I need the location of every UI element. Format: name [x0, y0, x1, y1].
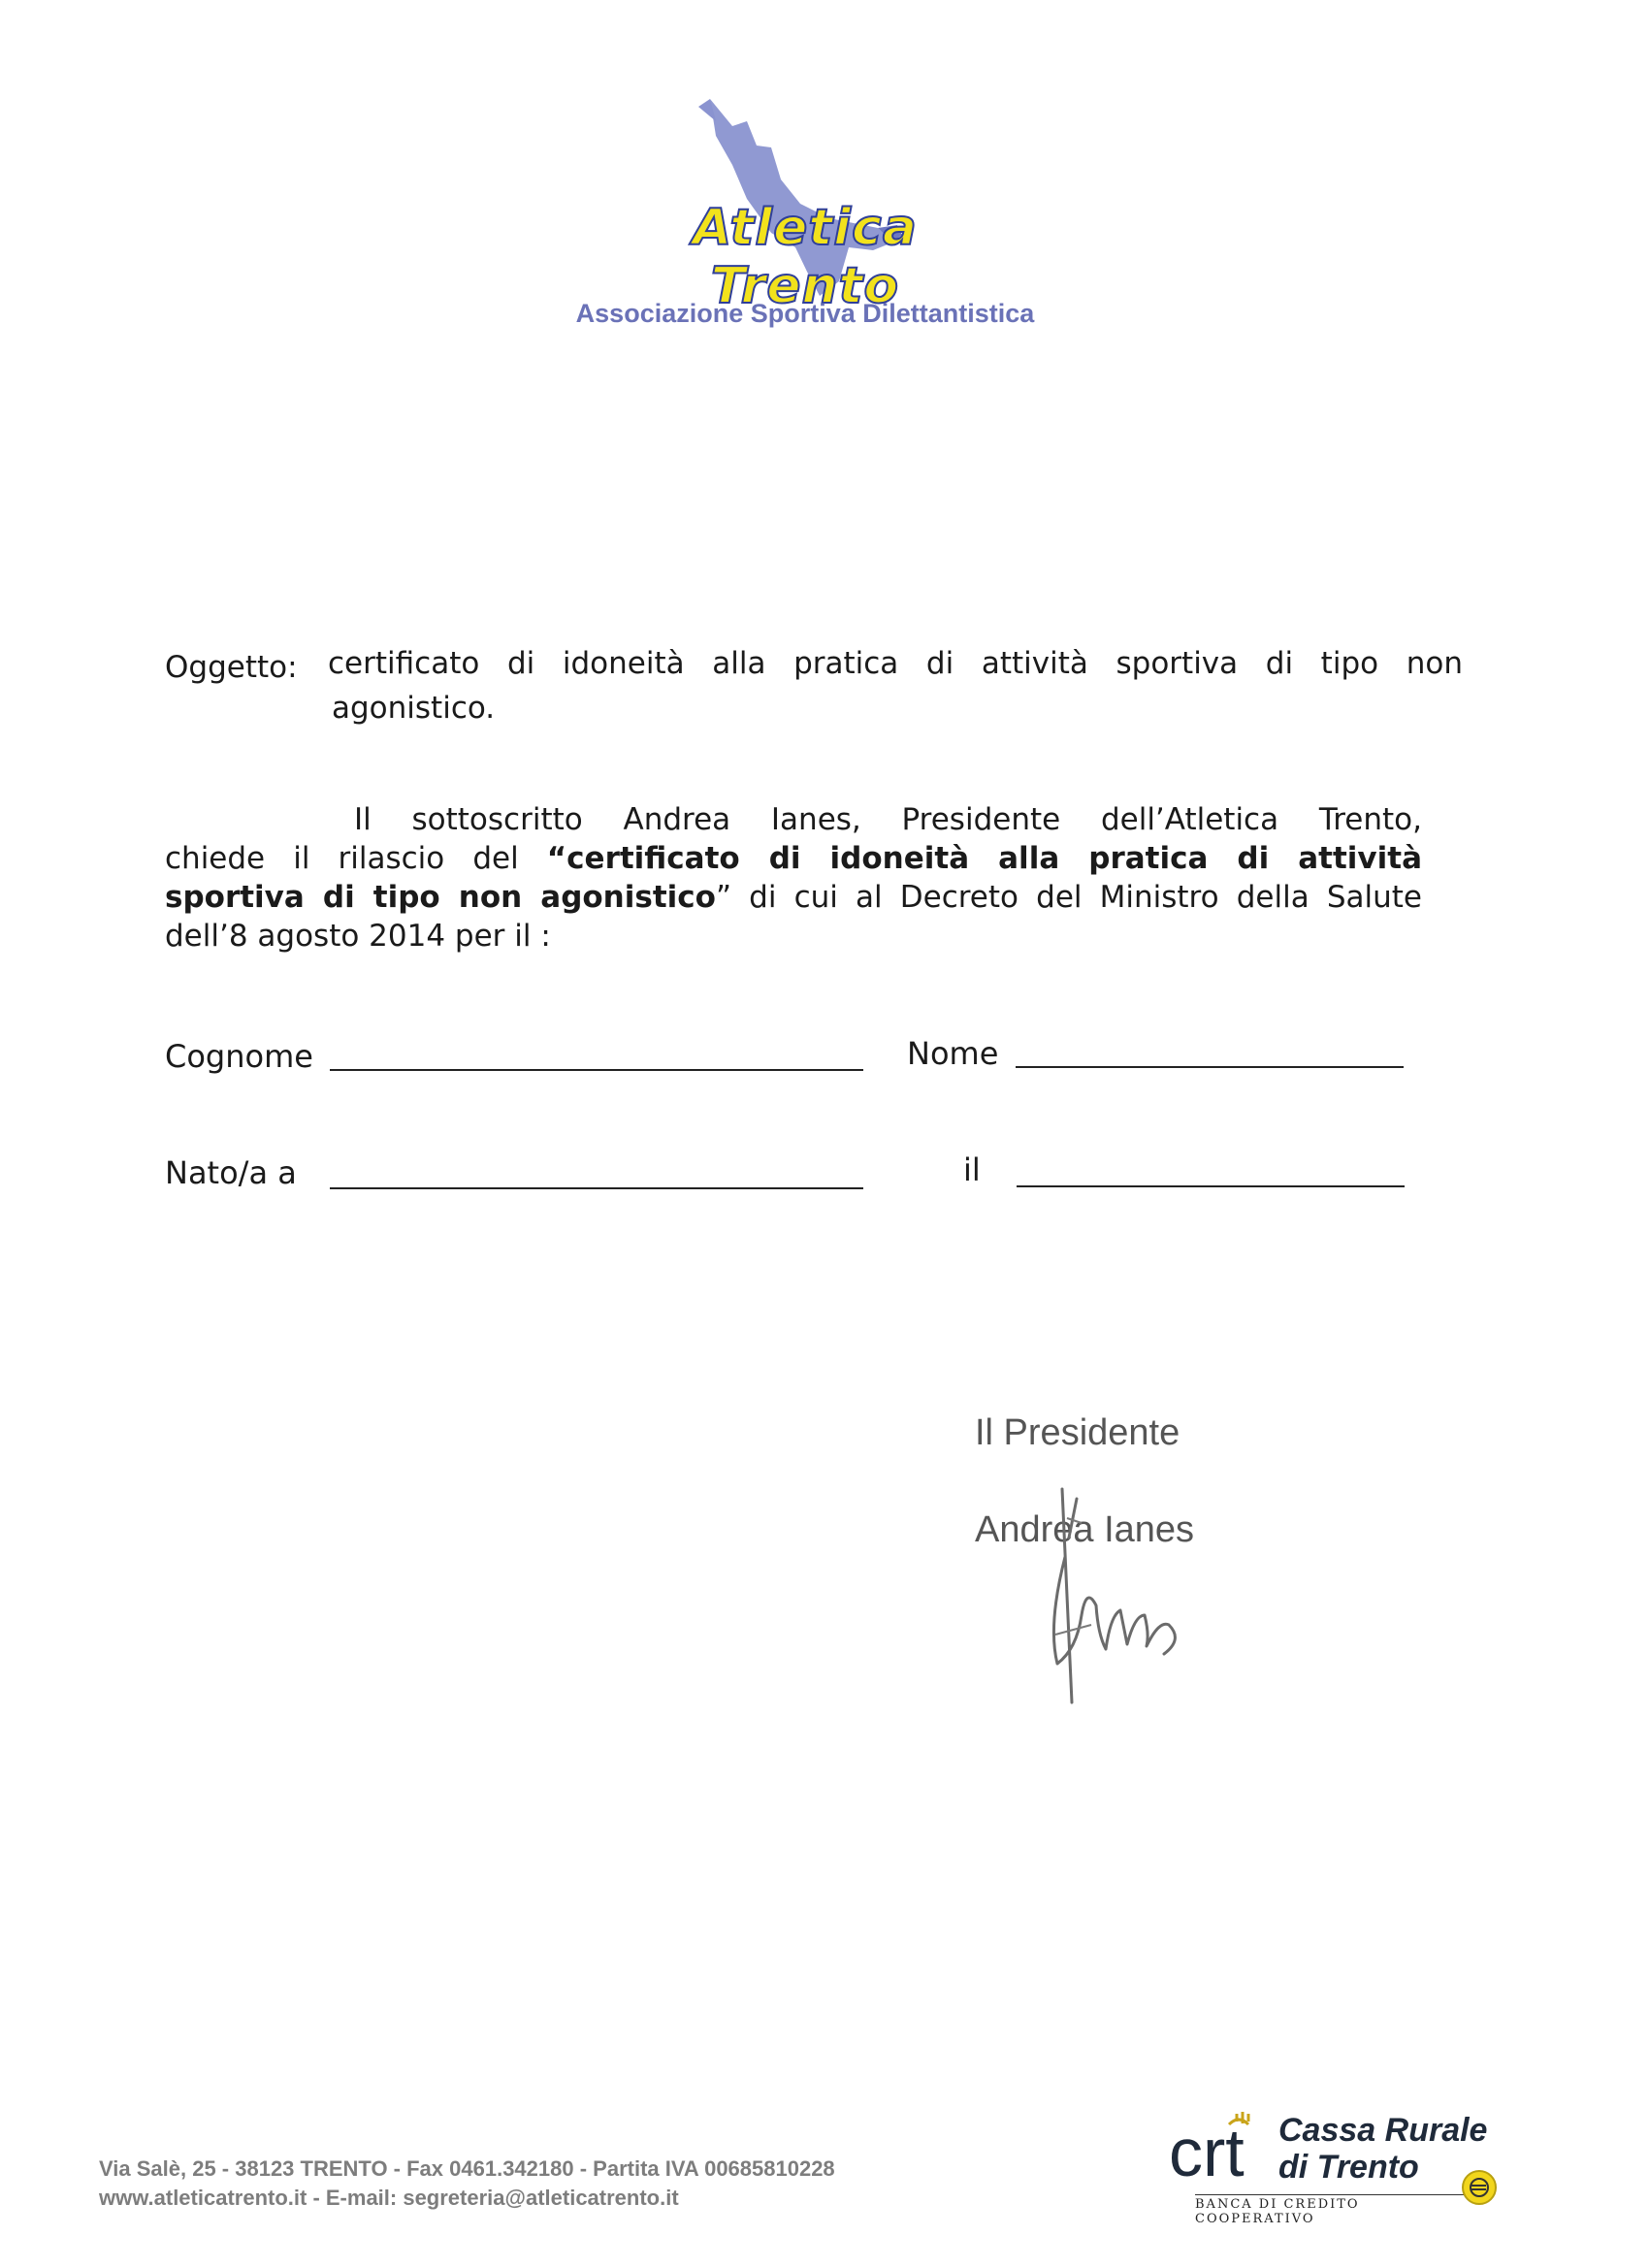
bank-name-line1: Cassa Rurale [1278, 2112, 1488, 2149]
subject-label: Oggetto: [165, 650, 298, 685]
birthplace-field[interactable] [330, 1187, 863, 1189]
subject-text: certificato di idoneità alla pratica di attività sportiva di tipo non [328, 646, 1463, 681]
name-field[interactable] [1016, 1066, 1404, 1068]
subject-continuation: agonistico. [332, 691, 496, 726]
paragraph-line-3-suffix: ” di cui al Decreto del Ministro della Salute [715, 880, 1422, 915]
certificate-title-bold-2: sportiva di tipo non agonistico [165, 880, 716, 915]
bank-logo-letters: crt [1169, 2115, 1245, 2187]
cassa-rurale-logo-icon [1169, 2110, 1276, 2187]
bank-name-line2: di Trento [1278, 2149, 1419, 2186]
paragraph-line-1: Il sottoscritto Andrea Ianes, Presidente dell’Atletica Trento, [354, 802, 1422, 837]
surname-label: Cognome [165, 1038, 313, 1075]
request-paragraph [165, 800, 1422, 956]
paragraph-line-4: dell’8 agosto 2014 per il : [165, 919, 551, 954]
paragraph-line-2 [165, 839, 1422, 878]
paragraph-line-3 [165, 878, 1422, 917]
club-logo-title: Atletica Trento [693, 199, 918, 315]
signature-name: Andrea Ianes [975, 1509, 1195, 1550]
bank-tagline: BANCA DI CREDITO COOPERATIVO [1195, 2194, 1467, 2226]
footer-contact: www.atleticatrento.it - E-mail: segreteria@atleticatrento.it [99, 2186, 679, 2210]
surname-field[interactable] [330, 1069, 863, 1071]
paragraph-line-2-prefix: chiede il rilascio del [165, 841, 547, 876]
birthdate-field[interactable] [1017, 1185, 1405, 1187]
coin-icon [1460, 2168, 1499, 2207]
signature-role: Il Presidente [975, 1412, 1180, 1453]
handwritten-signature [1038, 1479, 1212, 1712]
footer-address: Via Salè, 25 - 38123 TRENTO - Fax 0461.342180 - Partita IVA 00685810228 [99, 2156, 835, 2181]
club-type-subtitle: Associazione Sportiva Dilettantistica [575, 299, 1035, 328]
certificate-title-bold-1: “certificato di idoneità alla pratica di attività [546, 841, 1423, 876]
name-label: Nome [907, 1035, 999, 1072]
birthplace-label: Nato/a a [165, 1154, 297, 1191]
birthdate-label: il [963, 1151, 981, 1188]
